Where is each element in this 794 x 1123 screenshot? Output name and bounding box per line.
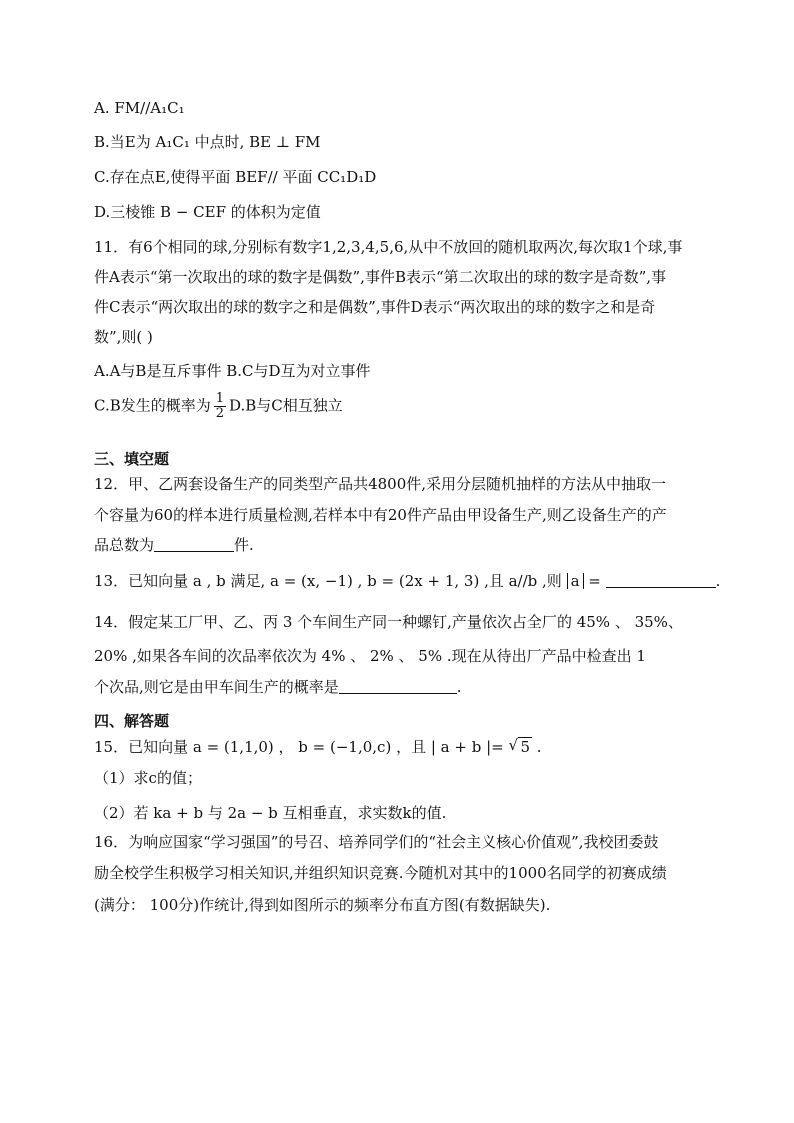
q16-line-2: 励全校学生积极学习相关知识,并组织知识竞赛.今随机对其中的1000名同学的初赛成绩 (94, 864, 667, 882)
q15-part-1: （1）求c的值； (94, 769, 202, 787)
vector-magnitude: a (567, 573, 584, 589)
section-solve-heading: 四、解答题 (94, 712, 170, 730)
q16-line-3: (满分： 100分)作统计,得到如图所示的频率分布直方图(有数据缺失). (94, 896, 551, 914)
one-half-fraction (214, 392, 226, 421)
q12-line-3 (94, 534, 254, 556)
q15-text: 15．已知向量 a = (1,1,0) ， b = (−1,0,c) ，且 | a + b |= (94, 738, 509, 756)
q15-part-2: （2）若 ka + b 与 2a − b 互相垂直，求实数k的值. (94, 804, 447, 822)
q11-line-2: 件A表示“第一次取出的球的数字是偶数”,事件B表示“第二次取出的球的数字是奇数”,事 (94, 268, 667, 286)
q14-answer-blank[interactable] (339, 679, 457, 694)
q16-line-1: 16．为响应国家“学习强国”的号召、培养同学们的“社会主义核心价值观”,我校团委鼓 (94, 833, 659, 851)
fraction-denominator: 2 (215, 406, 225, 421)
q13-line: 13．已知向量 a , b 满足, a = (x, −1) , b = (2x + 1, 3) ,且 a//b ,则 a = . (94, 572, 721, 590)
sqrt-radicand: 5 (520, 738, 531, 756)
q11-line-4: 数”,则( ) (94, 328, 153, 346)
q10-option-d: D.三棱锥 B − CEF 的体积为定值 (94, 203, 321, 221)
q10-option-a: A. FM//A₁C₁ (94, 99, 185, 117)
sqrt-expression: √ 5 (508, 736, 531, 756)
q14-line-1: 14．假定某工厂甲、乙、丙 3 个车间生产同一种螺钉,产量依次占全厂的 45% 、 35%、 (94, 613, 683, 631)
q12-line-3-suffix: 件. (234, 536, 254, 554)
q11-option-d-text: D.B与C相互独立 (229, 396, 343, 415)
q11-options-ab: A.A与B是互斥事件 B.C与D互为对立事件 (94, 362, 371, 380)
q11-option-c-text: C.B发生的概率为 (94, 396, 211, 415)
q12-line-3-text: 品总数为 (94, 536, 155, 554)
q12-answer-blank[interactable] (154, 537, 234, 552)
q12-line-2: 个容量为60的样本进行质量检测,若样本中有20件产品由甲设备生产,则乙设备生产的产 (94, 506, 667, 524)
q11-line-3: 件C表示“两次取出的球的数字之和是偶数”,事件D表示“两次取出的球的数字之和是奇 (94, 298, 656, 316)
section-fill-in-heading: 三、填空题 (94, 450, 170, 468)
q10-option-c: C.存在点E,使得平面 BEF// 平面 CC₁D₁D (94, 168, 377, 186)
fraction-numerator: 1 (215, 391, 225, 406)
q14-line-2: 20% ,如果各车间的次品率依次为 4% 、 2% 、 5% .现在从待出厂产品中检查出 1 (94, 647, 646, 665)
q15-period: . (532, 738, 542, 756)
q13-answer-blank[interactable] (606, 573, 716, 588)
q11-options-cd (94, 392, 343, 421)
q13-equals: = (583, 572, 606, 590)
q12-line-1: 12．甲、乙两套设备生产的同类型产品共4800件,采用分层随机抽样的方法从中抽取一 (94, 475, 667, 493)
q15-line-1 (94, 736, 542, 758)
q13-text: 13．已知向量 a , b 满足, a = (x, −1) , b = (2x + 1, 3) ,且 a//b ,则 (94, 572, 567, 590)
q14-line-3: 个次品,则它是由甲车间生产的概率是 . (94, 678, 462, 696)
q11-line-1: 11．有6个相同的球,分别标有数字1,2,3,4,5,6,从中不放回的随机取两次,每次取1个球,事 (94, 238, 683, 256)
q10-option-b: B.当E为 A₁C₁ 中点时, BE ⊥ FM (94, 133, 321, 151)
q14-line-3-text: 个次品,则它是由甲车间生产的概率是 (94, 678, 339, 696)
